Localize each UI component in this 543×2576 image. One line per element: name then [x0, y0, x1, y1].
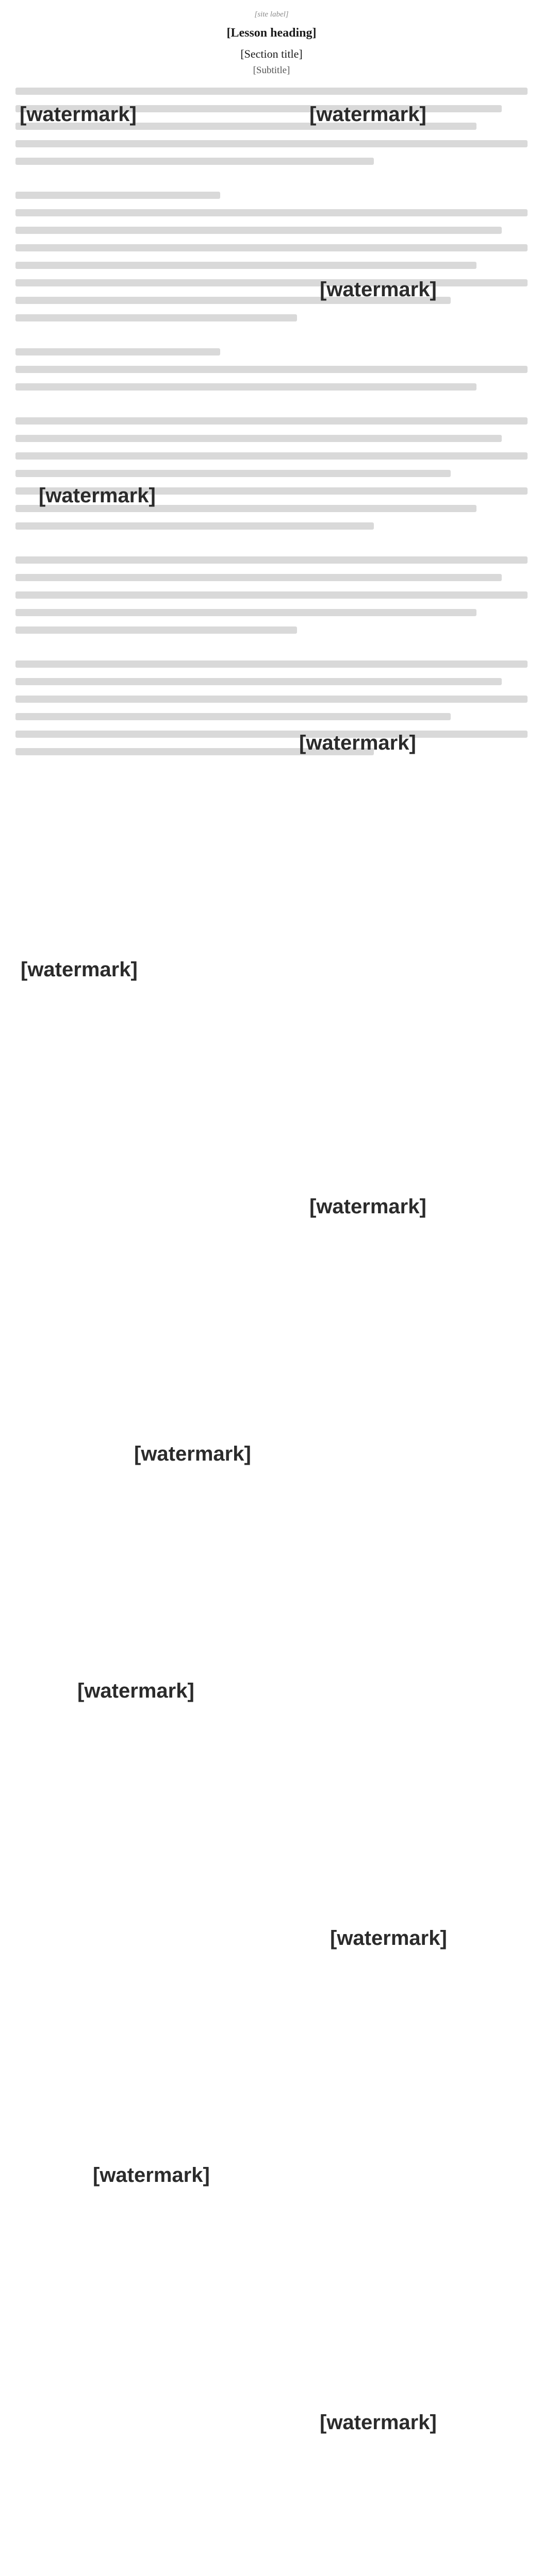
body-block-4	[15, 417, 528, 530]
text-line	[15, 383, 476, 391]
body-block-6	[15, 660, 528, 755]
watermark: [watermark]	[320, 278, 437, 301]
watermark: [watermark]	[320, 2411, 437, 2434]
body-block-5	[15, 556, 528, 634]
watermark: [watermark]	[20, 103, 137, 126]
text-line	[15, 348, 220, 355]
watermark: [watermark]	[39, 484, 156, 507]
watermark: [watermark]	[21, 958, 138, 981]
text-line	[15, 505, 476, 512]
text-line	[15, 279, 528, 286]
topic-title: [Section title]	[240, 47, 303, 60]
watermark: [watermark]	[330, 1927, 447, 1950]
text-line	[15, 227, 502, 234]
text-line	[15, 88, 528, 95]
watermark: [watermark]	[309, 1195, 426, 1218]
topic-subtitle: [Subtitle]	[253, 65, 290, 76]
text-line	[15, 731, 528, 738]
text-line	[15, 192, 220, 199]
text-line	[15, 314, 297, 321]
text-line	[15, 244, 528, 251]
text-line	[15, 574, 502, 581]
watermark: [watermark]	[77, 1680, 194, 1702]
watermark: [watermark]	[134, 1443, 251, 1465]
text-line	[15, 522, 374, 530]
text-line	[15, 105, 502, 112]
text-line	[15, 609, 476, 616]
text-line	[15, 123, 476, 130]
text-line	[15, 366, 528, 373]
body-block-3	[15, 348, 528, 391]
text-line	[15, 696, 528, 703]
text-line	[15, 140, 528, 147]
text-line	[15, 158, 374, 165]
text-line	[15, 262, 476, 269]
body-block-2	[15, 192, 528, 321]
text-line	[15, 678, 502, 685]
watermark: [watermark]	[93, 2164, 210, 2187]
text-line	[15, 591, 528, 599]
text-line	[15, 487, 528, 495]
text-line	[15, 452, 528, 460]
body-block-1	[15, 88, 528, 165]
watermark: [watermark]	[309, 103, 426, 126]
text-line	[15, 713, 451, 720]
text-line	[15, 556, 528, 564]
text-line	[15, 209, 528, 216]
site-tag: [site label]	[254, 10, 289, 19]
lesson-title: [Lesson heading]	[226, 26, 317, 40]
text-line	[15, 626, 297, 634]
text-line	[15, 748, 374, 755]
watermark: [watermark]	[299, 732, 416, 754]
text-line	[15, 297, 451, 304]
text-line	[15, 470, 451, 477]
text-line	[15, 417, 528, 425]
text-line	[15, 435, 502, 442]
text-line	[15, 660, 528, 668]
